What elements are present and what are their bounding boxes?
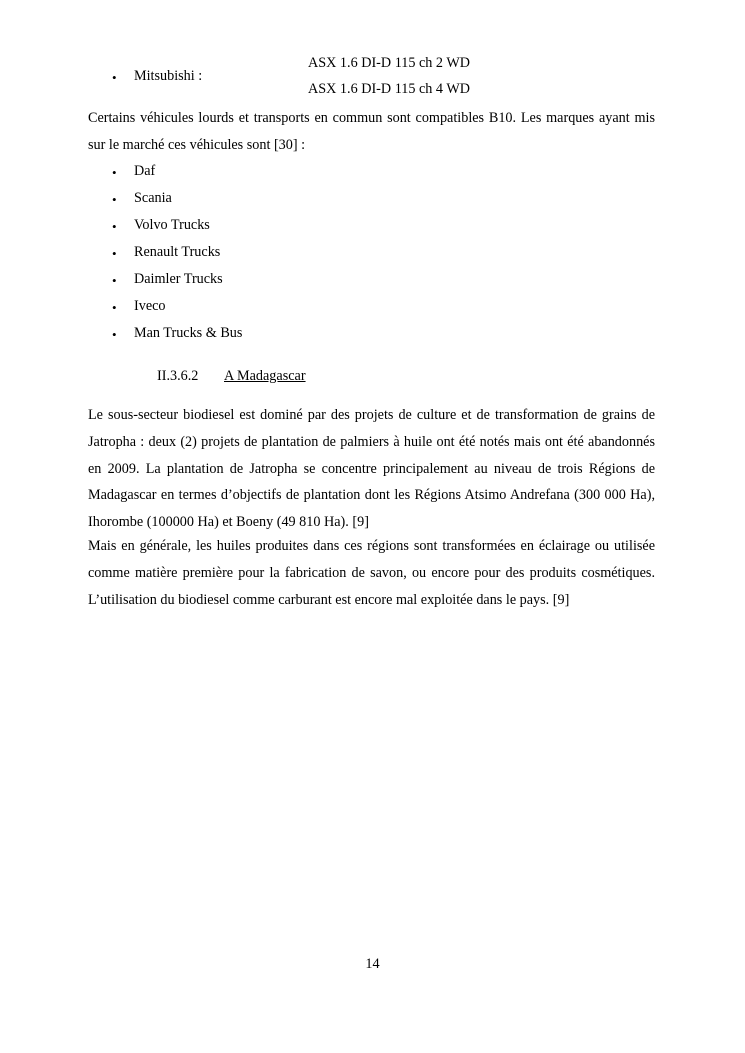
page-number: 14 xyxy=(365,956,380,972)
bullet-icon: • xyxy=(112,70,117,85)
brand-label: Daf xyxy=(134,163,156,179)
bullet-icon: • xyxy=(112,273,117,288)
brand-label: Man Trucks & Bus xyxy=(134,325,243,341)
mitsubishi-label: Mitsubishi : xyxy=(134,68,203,84)
list-item xyxy=(0,322,745,349)
mitsubishi-model: ASX 1.6 DI-D 115 ch 2 WD xyxy=(308,55,470,71)
section-heading xyxy=(0,366,745,390)
brand-label: Daimler Trucks xyxy=(134,271,223,287)
madagascar-paragraph-1: Le sous-secteur biodiesel est dominé par des projets de culture et de transformation de grains de Jatropha : deux (2) projets de plantation de palmiers à huile ont été notés mais ont été abandonnés en 2009. La plantation de Jatropha se concentre principalement au niveau de trois Régions de Madagascar en termes d’objectifs de plantation dont les Régions Atsimo Andrefana (300 000 Ha), Ihorombe (100000 Ha) et Boeny (49 810 Ha). [9] xyxy=(88,407,655,531)
bullet-icon: • xyxy=(112,165,117,180)
list-item xyxy=(0,214,745,241)
list-item xyxy=(0,187,745,214)
list-item xyxy=(0,268,745,295)
brand-list xyxy=(0,160,745,349)
madagascar-paragraph-2: Mais en générale, les huiles produites dans ces régions sont transformées en éclairage ou utilisée comme matière première pour la fabrication de savon, ou encore pour des produits cosmétiques. L’utilisation du biodiesel comme carburant est encore mal exploitée dans le pays. [9] xyxy=(88,538,655,608)
mitsubishi-list-item xyxy=(0,52,745,102)
bullet-icon: • xyxy=(112,327,117,342)
bullet-icon: • xyxy=(112,246,117,261)
bullet-icon: • xyxy=(112,219,117,234)
bullet-icon: • xyxy=(112,192,117,207)
section-number: II.3.6.2 xyxy=(157,368,199,384)
mitsubishi-model: ASX 1.6 DI-D 115 ch 4 WD xyxy=(308,81,470,97)
list-item xyxy=(0,241,745,268)
bullet-icon: • xyxy=(112,300,117,315)
section-title: A Madagascar xyxy=(224,368,306,384)
list-item xyxy=(0,160,745,187)
brand-label: Scania xyxy=(134,190,172,206)
brand-label: Volvo Trucks xyxy=(134,217,210,233)
intro-paragraph: Certains véhicules lourds et transports en commun sont compatibles B10. Les marques ayant mis sur le marché ces véhicules sont [30] : xyxy=(88,110,655,153)
list-item xyxy=(0,295,745,322)
brand-label: Iveco xyxy=(134,298,166,314)
brand-label: Renault Trucks xyxy=(134,244,221,260)
